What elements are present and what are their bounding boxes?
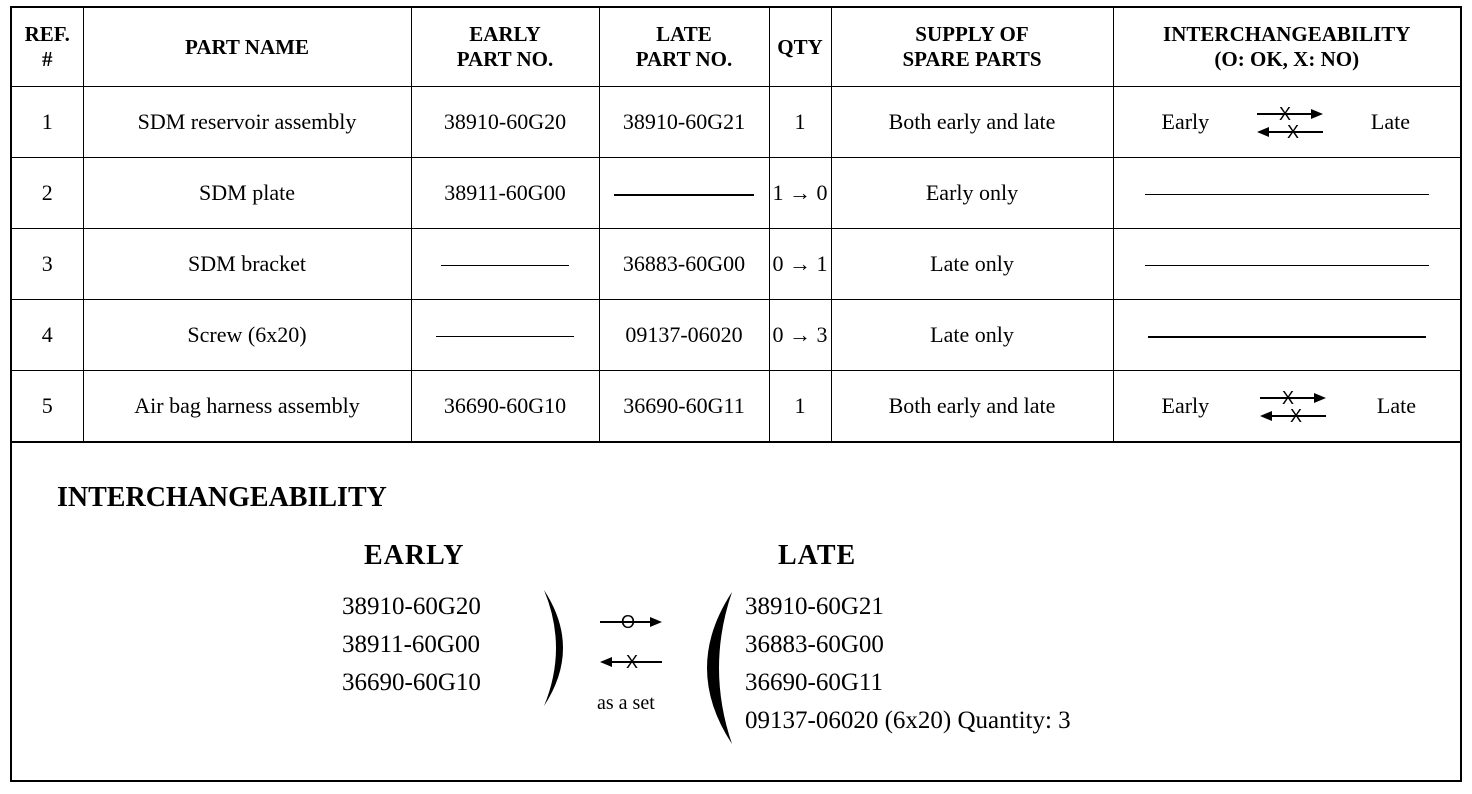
left-parenthesis-icon [692, 588, 736, 748]
qty-cell: 1 → 0 [769, 158, 831, 229]
supply-cell: Late only [831, 300, 1113, 371]
not-interchangeable-arrows-icon [1258, 386, 1328, 426]
forward-o-mark: O [620, 612, 636, 632]
early-part-cell [411, 229, 599, 300]
table-row [12, 300, 1460, 371]
part-name-cell: SDM bracket [83, 229, 411, 300]
interchangeability-sheet [10, 6, 1462, 782]
list-item: 36690-60G11 [745, 669, 883, 696]
ref-cell: 2 [12, 158, 83, 229]
inter-late-label: Late [1376, 393, 1416, 418]
list-item: 09137-06020 (6x20) Quantity: 3 [745, 707, 1071, 734]
interchangeability-cell [1113, 158, 1460, 229]
late-part-cell [599, 158, 769, 229]
interchangeability-cell [1113, 300, 1460, 371]
late-part-cell: 09137-06020 [599, 300, 769, 371]
supply-cell: Late only [831, 229, 1113, 300]
part-name-cell: Air bag harness assembly [83, 371, 411, 443]
part-name-cell: SDM plate [83, 158, 411, 229]
ref-cell: 1 [12, 87, 83, 158]
early-part-cell: 36690-60G10 [411, 371, 599, 443]
early-part-cell [411, 300, 599, 371]
legend-title: INTERCHANGEABILITY [57, 482, 387, 513]
late-heading: LATE [778, 540, 857, 571]
interchangeability-cell [1113, 87, 1460, 158]
no-part-dash [436, 336, 574, 337]
qty-cell: 1 [769, 371, 831, 443]
list-item: 38910-60G21 [745, 593, 884, 620]
ref-cell: 3 [12, 229, 83, 300]
list-item: 36690-60G10 [342, 669, 481, 696]
header-qty: QTY [769, 8, 831, 87]
not-applicable-dash [1145, 194, 1429, 195]
interchangeability-legend [12, 436, 1460, 782]
supply-cell: Early only [831, 158, 1113, 229]
inter-early-label: Early [1161, 109, 1210, 134]
table-row [12, 87, 1460, 158]
table-row [12, 158, 1460, 229]
qty-cell: 0 → 1 [769, 229, 831, 300]
header-supply: SUPPLY OF SPARE PARTS [831, 8, 1113, 87]
list-item: 38910-60G20 [342, 593, 481, 620]
table-row [12, 371, 1460, 443]
inter-late-label: Late [1370, 109, 1410, 134]
part-name-cell: SDM reservoir assembly [83, 87, 411, 158]
no-part-dash [614, 194, 754, 196]
backward-x-mark: X [1287, 122, 1300, 142]
list-item: 38911-60G00 [342, 631, 480, 658]
supply-cell: Both early and late [831, 371, 1113, 443]
qty-cell: 0 → 3 [769, 300, 831, 371]
early-part-list [342, 588, 481, 702]
header-row [12, 8, 1460, 87]
ref-cell: 4 [12, 300, 83, 371]
forward-x-mark: X [1282, 388, 1295, 408]
no-part-dash [441, 265, 569, 266]
parts-table [12, 8, 1460, 443]
qty-cell: 1 [769, 87, 831, 158]
backward-x-mark: X [1290, 406, 1303, 426]
late-part-cell: 36883-60G00 [599, 229, 769, 300]
inter-early-label: Early [1161, 393, 1210, 418]
header-interchangeability: INTERCHANGEABILITY (O: OK, X: NO) [1113, 8, 1460, 87]
header-part-name: PART NAME [83, 8, 411, 87]
not-interchangeable-arrows-icon [1255, 102, 1325, 142]
as-a-set-note: as a set [597, 692, 655, 714]
late-part-cell: 36690-60G11 [599, 371, 769, 443]
supply-cell: Both early and late [831, 87, 1113, 158]
early-heading: EARLY [364, 540, 465, 571]
forward-x-mark: X [1279, 104, 1292, 124]
header-late-part-no: LATE PART NO. [599, 8, 769, 87]
set-interchangeability-arrows-icon [598, 608, 664, 684]
header-early-part-no: EARLY PART NO. [411, 8, 599, 87]
ref-cell: 5 [12, 371, 83, 443]
list-item: 36883-60G00 [745, 631, 884, 658]
not-applicable-dash [1148, 336, 1426, 338]
early-part-cell: 38911-60G00 [411, 158, 599, 229]
right-parenthesis-icon [538, 586, 578, 710]
table-row [12, 229, 1460, 300]
not-applicable-dash [1145, 265, 1429, 266]
late-part-cell: 38910-60G21 [599, 87, 769, 158]
header-ref: REF. # [12, 8, 83, 87]
backward-x-mark: X [625, 652, 639, 672]
part-name-cell: Screw (6x20) [83, 300, 411, 371]
early-part-cell: 38910-60G20 [411, 87, 599, 158]
interchangeability-cell [1113, 371, 1460, 443]
interchangeability-cell [1113, 229, 1460, 300]
late-part-list [745, 588, 1071, 740]
